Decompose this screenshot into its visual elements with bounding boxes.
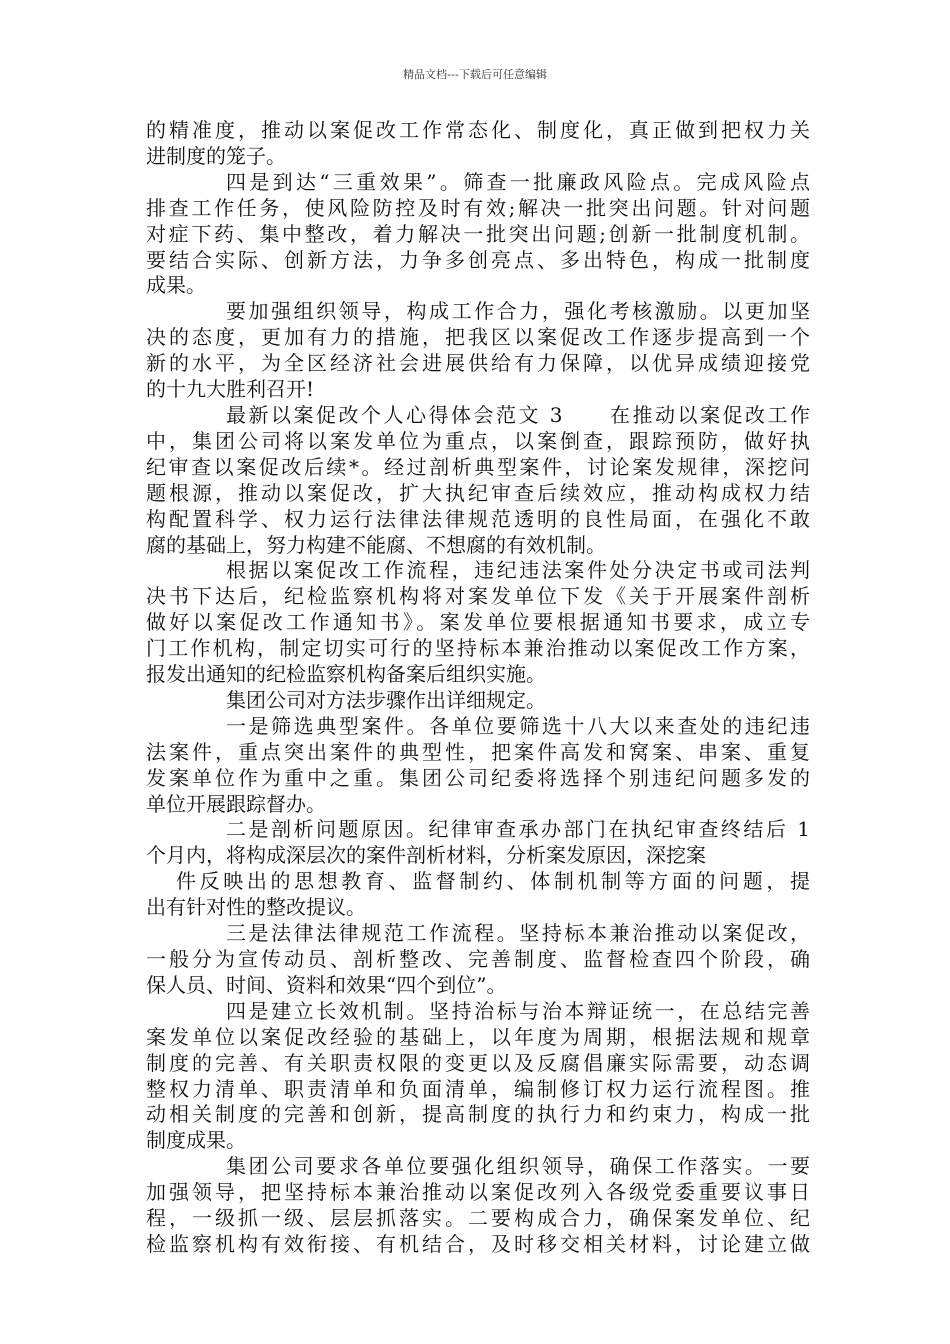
text-line: 腐的基础上，努力构建不能腐、不想腐的有效机制。	[146, 532, 606, 557]
text-line: 件反映出的思想教育、监督制约、体制机制等方面的问题，提	[176, 869, 810, 894]
text-line: 的精准度，推动以案促改工作常态化、制度化，真正做到把权力关	[146, 118, 810, 142]
text-line: 做好以案促改工作通知书》。案发单位要根据通知书要求，成立专	[146, 610, 810, 635]
text-line: 门工作机构，制定切实可行的坚持标本兼治推动以案促改工作方案，	[146, 636, 810, 661]
text-line: 成果。	[146, 273, 206, 298]
text-line: 排查工作任务，使风险防控及时有效;解决一批突出问题。针对问题	[146, 195, 810, 220]
text-line: 集团公司要求各单位要强化组织领导，确保工作落实。一要	[226, 1154, 810, 1179]
text-line: 二是剖析问题原因。纪律审查承办部门在执纪审查终结后 1	[226, 817, 810, 842]
text-line: 一般分为宣传动员、剖析整改、完善制度、监督检查四个阶段，确	[146, 947, 810, 971]
text-line: 构配置科学、权力运行法律法律规范透明的良性局面，在强化不敢	[146, 506, 810, 531]
text-line: 中，集团公司将以案发单位为重点，以案倒查，跟踪预防，做好执	[146, 428, 810, 453]
text-line: 的十九大胜利召开!	[146, 377, 315, 402]
text-line: 保人员、时间、资料和效果“四个到位”。	[146, 972, 507, 997]
text-line: 四是到达“三重效果”。筛查一批廉政风险点。完成风险点	[226, 169, 810, 194]
text-line: 制度成果。	[146, 1128, 246, 1153]
text-line: 单位开展跟踪督办。	[146, 791, 326, 816]
text-line: 报发出通知的纪检监察机构备案后组织实施。	[146, 662, 546, 687]
text-line: 进制度的笼子。	[146, 143, 286, 168]
text-line: 决的态度，更加有力的措施，把我区以案促改工作逐步提高到一个	[146, 325, 810, 350]
text-line: 要加强组织领导，构成工作合力，强化考核激励。以更加坚	[226, 299, 810, 324]
page-header: 精品文档---下载后可任意编辑	[403, 68, 547, 81]
text-line: 对症下药、集中整改，着力解决一批突出问题;创新一批制度机制。	[146, 221, 810, 246]
text-line: 案发单位以案促改经验的基础上，以年度为周期，根据法规和规章	[146, 1024, 810, 1049]
text-line: 题根源，推动以案促改，扩大执纪审查后续效应，推动构成权力结	[146, 480, 810, 505]
text-line: 决书下达后，纪检监察机构将对案发单位下发《关于开展案件剖析	[146, 584, 810, 609]
text-line: 程，一级抓一级、层层抓落实。二要构成合力，确保案发单位、纪	[146, 1206, 810, 1231]
text-line: 出有针对性的整改提议。	[146, 895, 366, 920]
text-line: 集团公司对方法步骤作出详细规定。	[226, 687, 546, 712]
text-line: 一是筛选典型案件。各单位要筛选十八大以来查处的违纪违	[226, 713, 810, 738]
text-line: 根据以案促改工作流程，违纪违法案件处分决定书或司法判	[226, 558, 810, 583]
text-line: 最新以案促改个人心得体会范文 3 在推动以案促改工作	[226, 402, 810, 427]
text-line: 动相关制度的完善和创新，提高制度的执行力和约束力，构成一批	[146, 1102, 810, 1127]
text-line: 纪审查以案促改后续*。经过剖析典型案件，讨论案发规律，深挖问	[146, 454, 810, 479]
text-line: 检监察机构有效衔接、有机结合，及时移交相关材料，讨论建立做	[146, 1231, 810, 1256]
text-line: 要结合实际、创新方法，力争多创亮点、多出特色，构成一批制度	[146, 247, 810, 272]
text-line: 整权力清单、职责清单和负面清单，编制修订权力运行流程图。推	[146, 1076, 810, 1101]
text-line: 发案单位作为重中之重。集团公司纪委将选择个别违纪问题多发的	[146, 765, 810, 790]
text-line: 四是建立长效机制。坚持治标与治本辩证统一，在总结完善	[226, 998, 810, 1023]
text-line: 三是法律法律规范工作流程。坚持标本兼治推动以案促改，	[226, 921, 810, 946]
text-line: 个月内，将构成深层次的案件剖析材料，分析案发原因，深挖案	[146, 843, 706, 868]
text-line: 加强领导，把坚持标本兼治推动以案促改列入各级党委重要议事日	[146, 1180, 810, 1205]
document-body	[146, 118, 810, 1258]
text-line: 制度的完善、有关职责权限的变更以及反腐倡廉实际需要，动态调	[146, 1050, 810, 1075]
text-line: 法案件，重点突出案件的典型性，把案件高发和窝案、串案、重复	[146, 739, 810, 764]
text-line: 新的水平，为全区经济社会进展供给有力保障，以优异成绩迎接党	[146, 351, 810, 376]
